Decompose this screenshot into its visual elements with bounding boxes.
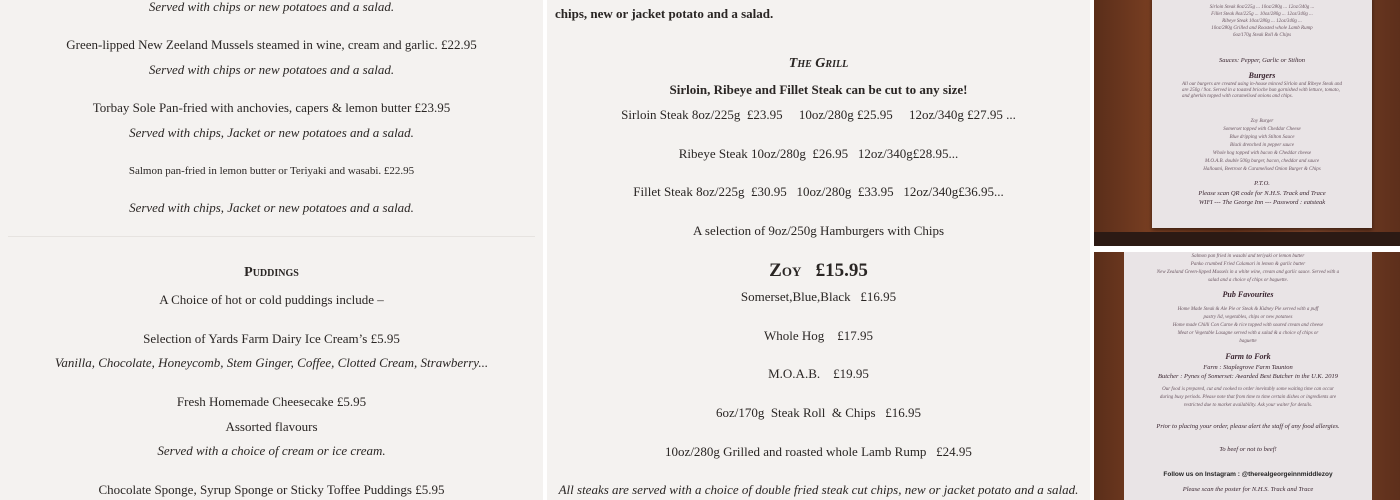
menu-item-salmon: Salmon pan-fried in lemon butter or Teriyaki and wasabi. £22.95: [128, 165, 415, 177]
photo-text: Sauces: Pepper, Garlic or Stilton: [1218, 57, 1306, 64]
photo-text: Home made Chilli Con Carne & rice topped with soured cream and cheese: [1172, 323, 1324, 328]
photo-text: Whole hog topped with bacon & Cheddar cheese: [1212, 151, 1312, 156]
menu-paper: [1152, 0, 1372, 228]
photo-text: Panko crumbed Fried Calamari in lemon & garlic butter: [1190, 262, 1306, 267]
photo-text: Farm : Staplegrove Farm Taunton: [1203, 364, 1293, 371]
menu-item-fillet: Fillet Steak 8oz/225g £30.95 10oz/280g £33.95 12oz/340g£36.95...: [633, 184, 1004, 199]
photo-text: P.T.O.: [1254, 180, 1270, 187]
photo-text: Fillet Steak 8oz/225g ... 10oz/280g ... 12oz/340g ...: [1211, 12, 1313, 17]
menu-paper: [1124, 252, 1372, 500]
menu-item-sirloin: Sirloin Steak 8oz/225g £23.95 10oz/280g £25.95 12oz/340g £27.95 ...: [621, 107, 1016, 122]
photo-text: To beef or not to beef!: [1219, 446, 1277, 453]
item-description: Vanilla, Chocolate, Honeycomb, Stem Ginger, Coffee, Clotted Cream, Strawberry...: [54, 355, 489, 370]
photo-text: New Zealand Green-lipped Mussels in a white wine, cream and garlic sauce. Served with a: [1156, 270, 1340, 275]
puddings-intro: A Choice of hot or cold puddings include –: [159, 292, 384, 307]
menu-item-ice-cream: Selection of Yards Farm Dairy Ice Cream’s £5.95: [143, 331, 400, 346]
item-description: Served with chips, Jacket or new potatoes and a salad.: [129, 200, 414, 215]
photo-text: Halloumi, Beetroot & Caramelised Onion Burger & Chips: [1203, 167, 1321, 172]
photo-text: baguette: [1239, 339, 1257, 344]
photo-text: Black drenched in pepper sauce: [1230, 143, 1294, 148]
photo-text: 6oz/170g Steak Roll & Chips: [1232, 33, 1292, 38]
photo-text: pastry lid, vegetables, chips or new potatoes: [1203, 315, 1293, 320]
puddings-heading: Puddings: [244, 265, 299, 280]
photo-heading: Burgers: [1248, 71, 1276, 80]
hamburgers-intro: A selection of 9oz/250g Hamburgers with Chips: [692, 223, 945, 238]
photo-text: Please scan QR code for N.H.S. Track and Trace: [1198, 190, 1326, 197]
photo-shadow: [1094, 232, 1400, 246]
photo-text: Home Made Steak & Ale Pie or Steak & Kidney Pie served with a puff: [1177, 307, 1319, 312]
continued-text: chips, new or jacket potato and a salad.: [555, 6, 774, 21]
photo-text: 10oz/280g Grilled and Roasted whole Lamb Rump: [1211, 26, 1313, 31]
photo-text: Prior to placing your order, please alert the staff of any food allergies.: [1156, 423, 1340, 430]
menu-item-cheesecake: Fresh Homemade Cheesecake £5.95: [176, 394, 367, 409]
photo-text: Sirloin Steak 8oz/225g ... 10oz/280g ... 12oz/340g ...: [1209, 5, 1315, 10]
menu-left-panel: [0, 0, 543, 500]
photo-heading: Pub Favourites: [1222, 290, 1274, 299]
photo-text: during busy periods. Please note that from time to time certain dishes or ingredients are: [1159, 395, 1337, 400]
item-subtitle: Assorted flavours: [225, 419, 318, 434]
menu-item-sole: Torbay Sole Pan-fried with anchovies, capers & lemon butter £23.95: [92, 100, 451, 115]
item-description: Served with chips, Jacket or new potatoes and a salad.: [129, 125, 414, 140]
photo-text: Meat or Vegetable Lasagne served with a salad & a choice of chips or: [1177, 331, 1319, 336]
photo-text: Zoy Burger: [1250, 119, 1274, 124]
photo-text: Follow us on Instagram : @therealgeorgeinnmiddlezoy: [1163, 471, 1333, 478]
menu-item-sponges: Chocolate Sponge, Syrup Sponge or Sticky Toffee Puddings £5.95: [98, 482, 445, 497]
menu-photo-grill-burgers[interactable]: [1094, 0, 1400, 246]
menu-photo-pub-favourites[interactable]: [1094, 252, 1400, 500]
photo-text: Somerset topped with Cheddar Cheese: [1223, 127, 1301, 132]
photo-text: Our food is prepared, cut and cooked to order inevitably some waiting time can occur: [1162, 387, 1334, 392]
photo-text: M.O.A.B. double 500g burger, bacon, cheddar and sauce: [1204, 159, 1320, 164]
photo-text: Please scan the poster for N.H.S. Track and Trace: [1182, 486, 1314, 493]
item-description: Served with a choice of cream or ice cream.: [157, 443, 386, 458]
photo-text: Salmon pan fried in wasabi and teriyaki or lemon butter: [1191, 254, 1305, 259]
menu-middle-panel: [547, 0, 1090, 500]
menu-item-zoy: Zoy £15.95: [769, 260, 868, 281]
menu-item-burger: M.O.A.B. £19.95: [768, 366, 869, 381]
grill-subtitle: Sirloin, Ribeye and Fillet Steak can be cut to any size!: [669, 82, 968, 97]
menu-item-burger: Whole Hog £17.95: [763, 328, 874, 343]
grill-footer-note: All steaks are served with a choice of double fried steak cut chips, new or jacket potato and a salad.: [558, 482, 1079, 497]
photo-text: All our burgers are created using in-house minced Sirloin and Ribeye Steak and are 250g / 9oz. Served in a toasted brioche bun garnished with lettuce, tomato, and gherkin topped with caramelised onions and chips.: [1182, 82, 1342, 99]
photo-text: Blue dripping with Stilton Sauce: [1229, 135, 1295, 140]
menu-item-lamb-rump: 10oz/280g Grilled and roasted whole Lamb Rump £24.95: [665, 444, 972, 459]
item-description: Served with chips or new potatoes and a salad.: [148, 0, 395, 14]
section-divider: [8, 236, 535, 237]
photo-text: WIFI --- The George Inn --- Password : eatsteak: [1198, 199, 1326, 206]
photo-heading: Farm to Fork: [1225, 352, 1271, 361]
menu-item-burger: Somerset,Blue,Black £16.95: [740, 289, 897, 304]
grill-heading: The Grill: [788, 56, 849, 71]
menu-item-ribeye: Ribeye Steak 10oz/280g £26.95 12oz/340g£28.95...: [678, 146, 959, 161]
menu-item-mussels: Green-lipped New Zeeland Mussels steamed in wine, cream and garlic. £22.95: [66, 37, 477, 52]
menu-item-steak-roll: 6oz/170g Steak Roll & Chips £16.95: [715, 405, 922, 420]
photo-text: Ribeye Steak 10oz/280g ... 12oz/340g ...: [1222, 19, 1302, 24]
photo-text: Butcher : Pynes of Somerset: Awarded Best Butcher in the U.K. 2019: [1158, 373, 1338, 380]
photo-text: salad and a choice of chips or baguette.: [1208, 278, 1288, 283]
item-description: Served with chips or new potatoes and a salad.: [148, 62, 395, 77]
photo-text: restricted due to market availability. Ask your waiter for details.: [1183, 403, 1313, 408]
